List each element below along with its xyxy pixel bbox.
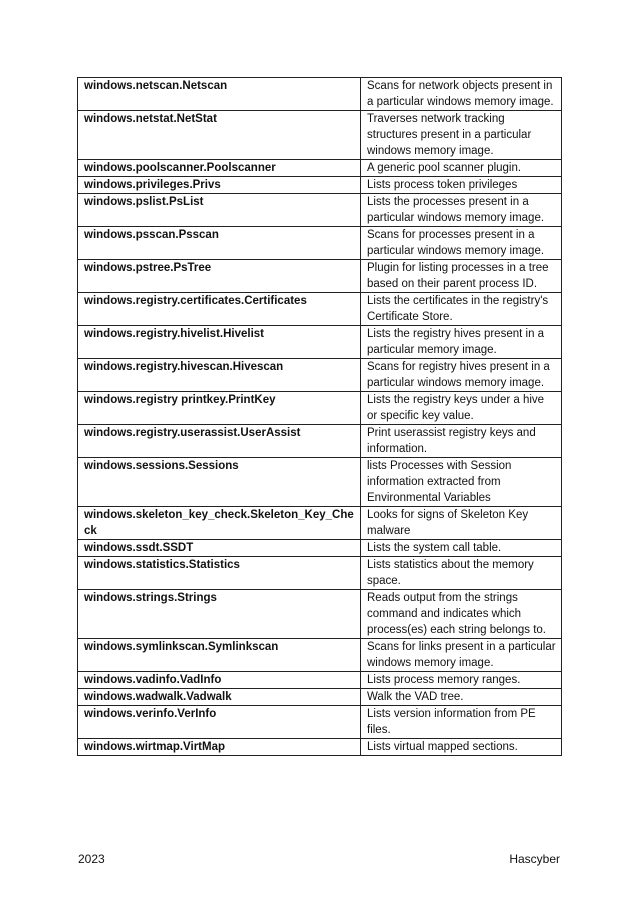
plugin-name-cell: windows.registry.userassist.UserAssist: [78, 425, 361, 458]
plugin-description-cell: Lists the system call table.: [361, 540, 562, 557]
plugin-name-cell: windows.pstree.PsTree: [78, 260, 361, 293]
table-row: [78, 111, 562, 160]
footer-year: 2023: [78, 852, 105, 866]
plugin-description-cell: Scans for network objects present in a particular windows memory image.: [361, 78, 562, 111]
plugin-table-body: [78, 78, 562, 756]
table-row: [78, 359, 562, 392]
plugin-description-cell: Lists the processes present in a particular windows memory image.: [361, 194, 562, 227]
plugin-name-cell: windows.registry.hivescan.Hivescan: [78, 359, 361, 392]
plugin-name-cell: windows.sessions.Sessions: [78, 458, 361, 507]
table-row: [78, 293, 562, 326]
table-row: [78, 425, 562, 458]
table-row: [78, 590, 562, 639]
plugin-description-cell: A generic pool scanner plugin.: [361, 160, 562, 177]
plugin-name-cell: windows.netstat.NetStat: [78, 111, 361, 160]
plugin-description-cell: lists Processes with Session information extracted from Environmental Variables: [361, 458, 562, 507]
plugin-description-cell: Lists virtual mapped sections.: [361, 739, 562, 756]
plugin-description-cell: Traverses network tracking structures present in a particular windows memory image.: [361, 111, 562, 160]
plugin-name-cell: windows.skeleton_key_check.Skeleton_Key_Check: [78, 507, 361, 540]
plugin-description-cell: Lists process memory ranges.: [361, 672, 562, 689]
table-row: [78, 392, 562, 425]
table-row: [78, 557, 562, 590]
plugin-description-cell: Looks for signs of Skeleton Key malware: [361, 507, 562, 540]
plugin-name-cell: windows.psscan.Psscan: [78, 227, 361, 260]
plugin-name-cell: windows.registry.certificates.Certificates: [78, 293, 361, 326]
plugin-description-cell: Scans for links present in a particular windows memory image.: [361, 639, 562, 672]
table-row: [78, 260, 562, 293]
plugin-description-cell: Reads output from the strings command and indicates which process(es) each string belongs to.: [361, 590, 562, 639]
plugin-name-cell: windows.privileges.Privs: [78, 177, 361, 194]
plugin-description-cell: Scans for processes present in a particular windows memory image.: [361, 227, 562, 260]
plugin-description-cell: Print userassist registry keys and information.: [361, 425, 562, 458]
plugin-name-cell: windows.poolscanner.Poolscanner: [78, 160, 361, 177]
plugin-description-cell: Walk the VAD tree.: [361, 689, 562, 706]
table-row: [78, 458, 562, 507]
plugin-description-cell: Lists the registry keys under a hive or specific key value.: [361, 392, 562, 425]
plugin-name-cell: windows.symlinkscan.Symlinkscan: [78, 639, 361, 672]
table-row: [78, 507, 562, 540]
plugin-name-cell: windows.statistics.Statistics: [78, 557, 361, 590]
table-row: [78, 706, 562, 739]
plugin-description-cell: Plugin for listing processes in a tree based on their parent process ID.: [361, 260, 562, 293]
plugin-name-cell: windows.vadinfo.VadInfo: [78, 672, 361, 689]
plugin-description-cell: Lists version information from PE files.: [361, 706, 562, 739]
plugin-name-cell: windows.netscan.Netscan: [78, 78, 361, 111]
table-row: [78, 194, 562, 227]
plugin-name-cell: windows.registry printkey.PrintKey: [78, 392, 361, 425]
plugin-table: [77, 77, 562, 756]
table-row: [78, 177, 562, 194]
plugin-name-cell: windows.pslist.PsList: [78, 194, 361, 227]
plugin-name-cell: windows.registry.hivelist.Hivelist: [78, 326, 361, 359]
table-row: [78, 326, 562, 359]
table-row: [78, 540, 562, 557]
table-row: [78, 78, 562, 111]
plugin-name-cell: windows.wadwalk.Vadwalk: [78, 689, 361, 706]
plugin-description-cell: Lists process token privileges: [361, 177, 562, 194]
plugin-name-cell: windows.verinfo.VerInfo: [78, 706, 361, 739]
table-row: [78, 160, 562, 177]
plugin-description-cell: Lists the certificates in the registry's Certificate Store.: [361, 293, 562, 326]
footer-author: Hascyber: [509, 852, 560, 866]
plugin-name-cell: windows.wirtmap.VirtMap: [78, 739, 361, 756]
plugin-description-cell: Lists statistics about the memory space.: [361, 557, 562, 590]
table-row: [78, 227, 562, 260]
table-row: [78, 739, 562, 756]
table-row: [78, 672, 562, 689]
plugin-description-cell: Lists the registry hives present in a particular memory image.: [361, 326, 562, 359]
table-row: [78, 689, 562, 706]
plugin-name-cell: windows.ssdt.SSDT: [78, 540, 361, 557]
plugin-description-cell: Scans for registry hives present in a particular windows memory image.: [361, 359, 562, 392]
table-row: [78, 639, 562, 672]
plugin-name-cell: windows.strings.Strings: [78, 590, 361, 639]
